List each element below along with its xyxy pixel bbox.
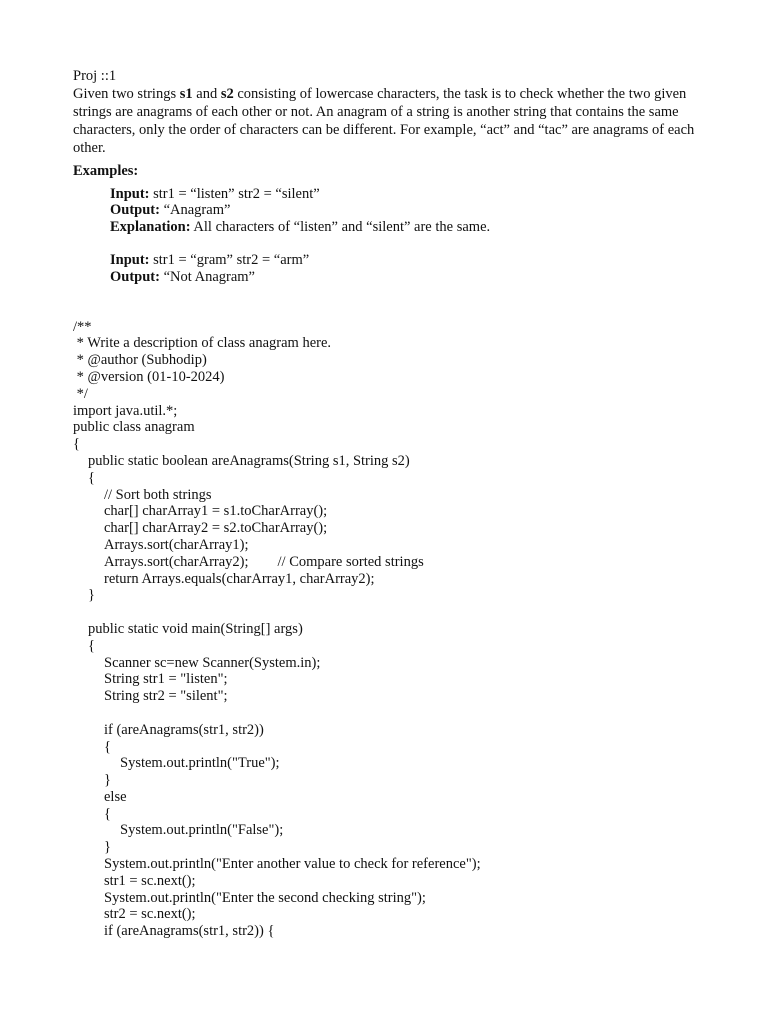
input-value: str1 = “listen” str2 = “silent” bbox=[149, 185, 320, 202]
example-1-explanation bbox=[110, 219, 703, 236]
code-line: public static boolean areAnagrams(String s1, String s2) bbox=[88, 452, 410, 469]
code-line bbox=[73, 705, 703, 722]
code-line: char[] charArray1 = s1.toCharArray(); bbox=[104, 503, 328, 520]
example-2-output bbox=[110, 269, 703, 286]
code-listing bbox=[73, 319, 703, 940]
code-line: public class anagram bbox=[73, 419, 195, 436]
input-label: Input: bbox=[110, 251, 150, 268]
code-line: { bbox=[88, 469, 95, 486]
example-1-output bbox=[110, 202, 703, 219]
code-line: String str1 = "listen"; bbox=[104, 671, 228, 688]
input-value: str1 = “gram” str2 = “arm” bbox=[149, 251, 310, 268]
code-line: import java.util.*; bbox=[73, 402, 178, 419]
output-value: “Anagram” bbox=[159, 202, 231, 219]
code-line: str1 = sc.next(); bbox=[104, 872, 196, 889]
example-1-input bbox=[110, 186, 703, 203]
code-line: public static void main(String[] args) bbox=[88, 620, 303, 637]
problem-intro-2: and bbox=[192, 85, 221, 102]
code-line: System.out.println("Enter the second checking string"); bbox=[104, 889, 426, 906]
output-label: Output: bbox=[110, 202, 160, 219]
code-line: Arrays.sort(charArray2); // Compare sorted strings bbox=[104, 553, 424, 570]
output-label: Output: bbox=[110, 268, 160, 285]
code-line: System.out.println("Enter another value to check for reference"); bbox=[104, 856, 481, 873]
code-line: System.out.println("False"); bbox=[120, 822, 284, 839]
problem-statement bbox=[73, 85, 703, 157]
code-line: { bbox=[88, 637, 95, 654]
code-line: /** bbox=[73, 318, 92, 335]
code-line: { bbox=[104, 738, 111, 755]
explanation-label: Explanation: bbox=[110, 219, 191, 236]
code-line: } bbox=[88, 587, 95, 604]
code-line: { bbox=[104, 805, 111, 822]
code-line: */ bbox=[73, 385, 88, 402]
examples-heading: Examples: bbox=[73, 162, 139, 179]
output-value: “Not Anagram” bbox=[159, 268, 255, 285]
example-1 bbox=[73, 186, 703, 236]
code-line: } bbox=[104, 772, 111, 789]
code-line: else bbox=[104, 788, 127, 805]
code-line: str2 = sc.next(); bbox=[104, 906, 196, 923]
code-line: if (areAnagrams(str1, str2)) { bbox=[104, 923, 275, 940]
code-line: char[] charArray2 = s2.toCharArray(); bbox=[104, 520, 328, 537]
explanation-value: All characters of “listen” and “silent” are the same. bbox=[190, 219, 491, 236]
document-page bbox=[73, 68, 703, 940]
problem-intro-1: Given two strings bbox=[73, 85, 180, 102]
code-line: // Sort both strings bbox=[104, 486, 212, 503]
input-label: Input: bbox=[110, 185, 150, 202]
code-line bbox=[73, 604, 703, 621]
code-line: return Arrays.equals(charArray1, charArray2); bbox=[104, 570, 375, 587]
code-line: } bbox=[104, 839, 111, 856]
code-line: String str2 = "silent"; bbox=[104, 688, 228, 705]
code-line: System.out.println("True"); bbox=[120, 755, 280, 772]
example-2 bbox=[73, 252, 703, 286]
project-label: Proj ::1 bbox=[73, 68, 117, 84]
spacer bbox=[73, 286, 703, 319]
problem-s2: s2 bbox=[220, 85, 234, 102]
code-line: * @author (Subhodip) bbox=[73, 352, 207, 369]
problem-intro-3: consisting of lowercase characters, the task is to check whether the two given strings are anagrams of each other or not. An anagram of a string is another string that contains the same characters, only the order of characters can be different. For example, “act” and “tac” are anagrams of each other. bbox=[73, 85, 695, 156]
example-2-input bbox=[110, 252, 703, 269]
code-line: Scanner sc=new Scanner(System.in); bbox=[104, 654, 321, 671]
code-line: { bbox=[73, 436, 80, 453]
problem-s1: s1 bbox=[179, 85, 193, 102]
code-line: * Write a description of class anagram here. bbox=[73, 335, 332, 352]
code-line: Arrays.sort(charArray1); bbox=[104, 536, 249, 553]
spacer bbox=[73, 236, 703, 252]
code-line: * @version (01-10-2024) bbox=[73, 368, 225, 385]
code-line: if (areAnagrams(str1, str2)) bbox=[104, 721, 264, 738]
